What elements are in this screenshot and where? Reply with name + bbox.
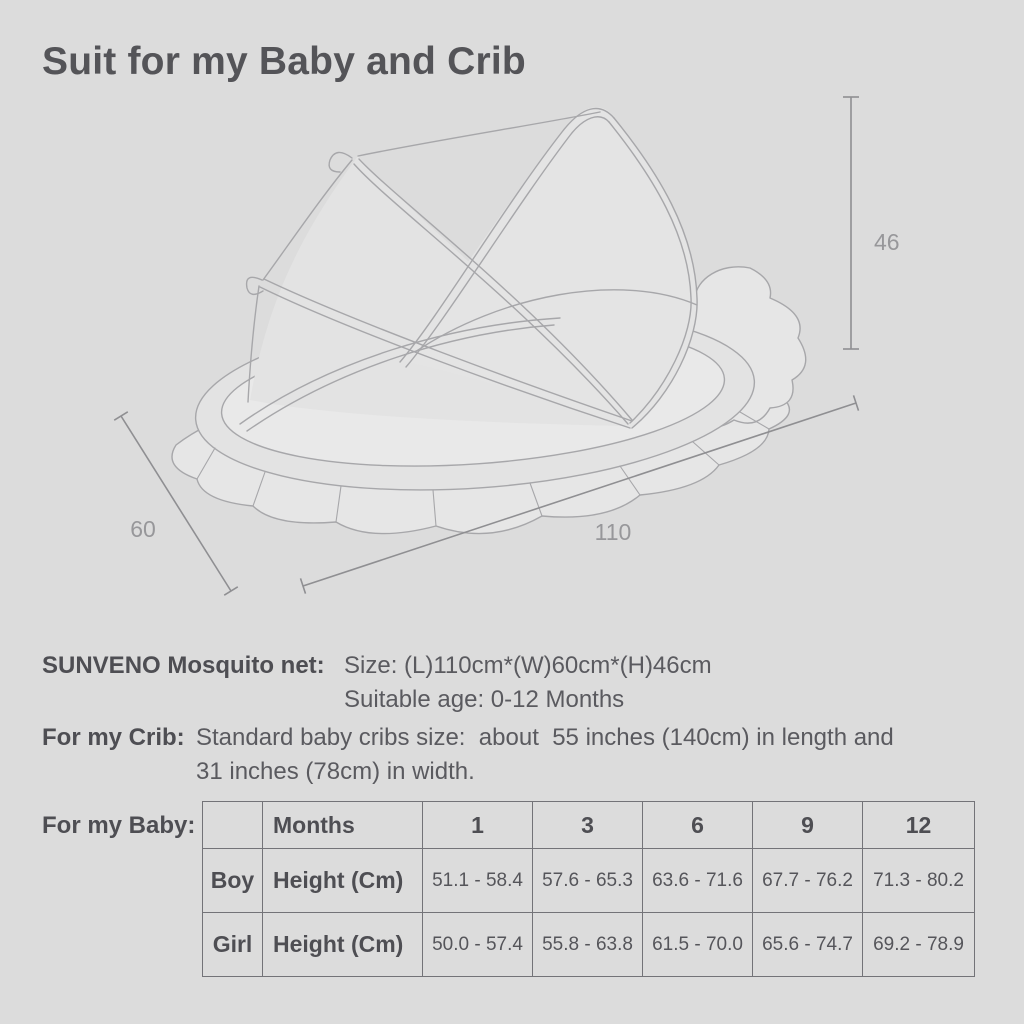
baby-height-table — [202, 801, 975, 977]
month-col-3: 3 — [533, 802, 643, 849]
boy-range-3: 57.6 - 65.3 — [533, 849, 643, 913]
boy-range-12: 71.3 - 80.2 — [863, 849, 975, 913]
page-title: Suit for my Baby and Crib — [42, 40, 526, 83]
girl-gender-cell: Girl — [203, 913, 263, 977]
crib-size-line2: 31 inches (78cm) in width. — [196, 758, 475, 785]
boy-metric-cell: Height (Cm) — [263, 849, 423, 913]
crib-label: For my Crib: — [42, 724, 185, 751]
boy-range-1: 51.1 - 58.4 — [423, 849, 533, 913]
mosquito-net-size: Size: (L)110cm*(W)60cm*(H)46cm — [344, 652, 712, 679]
mosquito-net-label: SUNVENO Mosquito net: — [42, 652, 325, 679]
boy-range-9: 67.7 - 76.2 — [753, 849, 863, 913]
girl-range-6: 61.5 - 70.0 — [643, 913, 753, 977]
crib-size-line1: Standard baby cribs size: about 55 inches (140cm) in length and — [196, 724, 894, 751]
boy-range-6: 63.6 - 71.6 — [643, 849, 753, 913]
months-header-cell: Months — [263, 802, 423, 849]
table-header-row — [203, 802, 975, 849]
table-corner-cell — [203, 802, 263, 849]
girl-metric-cell: Height (Cm) — [263, 913, 423, 977]
crib-diagram — [0, 70, 1024, 630]
left-pivot-curl — [247, 277, 263, 294]
table-row-girl — [203, 913, 975, 977]
length-dimension-label: 110 — [594, 519, 632, 545]
height-dimension-label: 46 — [874, 229, 900, 255]
girl-range-1: 50.0 - 57.4 — [423, 913, 533, 977]
girl-range-9: 65.6 - 74.7 — [753, 913, 863, 977]
boy-gender-cell: Boy — [203, 849, 263, 913]
baby-label: For my Baby: — [42, 812, 196, 839]
girl-range-3: 55.8 - 63.8 — [533, 913, 643, 977]
crib-illustration — [172, 107, 806, 534]
width-dimension-label: 60 — [130, 516, 156, 542]
girl-range-12: 69.2 - 78.9 — [863, 913, 975, 977]
month-col-1: 1 — [423, 802, 533, 849]
height-dimension-line — [843, 97, 859, 349]
table-row-boy — [203, 849, 975, 913]
month-col-9: 9 — [753, 802, 863, 849]
month-col-6: 6 — [643, 802, 753, 849]
mosquito-net-age: Suitable age: 0-12 Months — [344, 686, 625, 713]
month-col-12: 12 — [863, 802, 975, 849]
